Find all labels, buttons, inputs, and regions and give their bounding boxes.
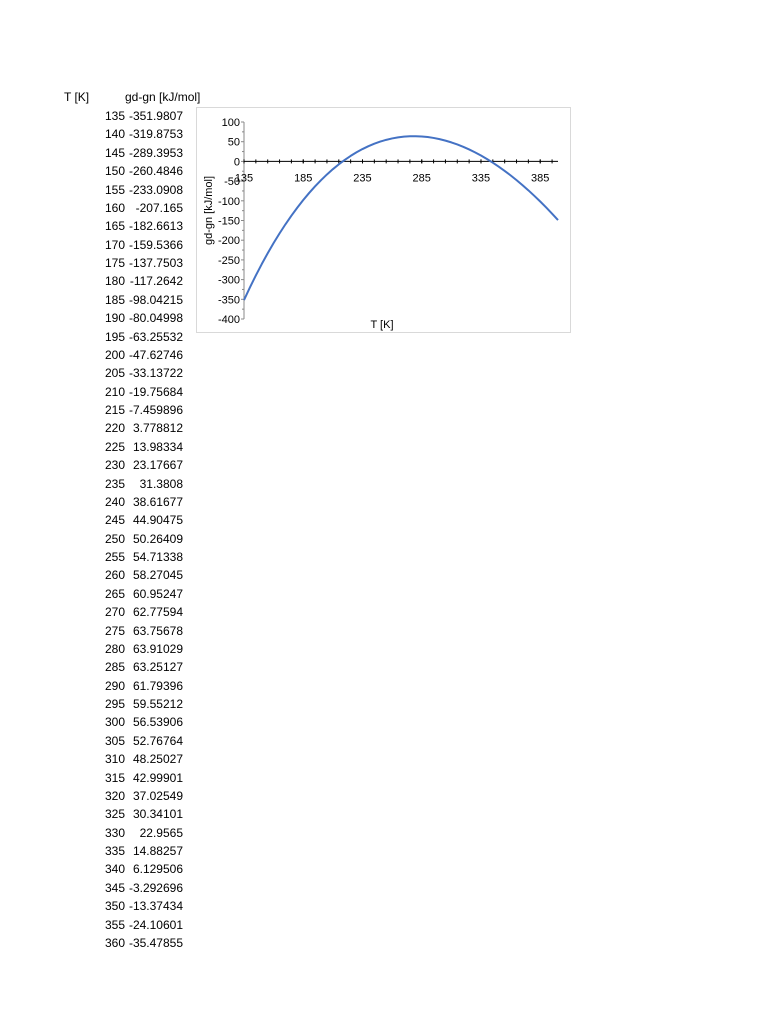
temperature-cell: 165: [104, 219, 125, 234]
temperature-cell: 360: [104, 935, 125, 950]
temperature-cell: 245: [104, 513, 125, 528]
table-row: [0, 603, 190, 621]
table-row: [0, 622, 190, 640]
temperature-cell: 320: [104, 788, 125, 803]
gibbs-difference-cell: 44.90475: [132, 513, 183, 528]
gibbs-difference-cell: 59.55212: [132, 697, 183, 711]
table-row: [0, 934, 190, 952]
gibbs-difference-cell: -159.5366: [128, 237, 183, 252]
x-tick-label: 385: [531, 172, 550, 185]
temperature-cell: 300: [104, 715, 125, 730]
temperature-cell: 140: [104, 127, 125, 142]
gibbs-difference-cell: 31.3808: [139, 476, 183, 491]
gibbs-difference-cell: -33.13722: [128, 366, 183, 381]
x-tick-label: 185: [294, 172, 313, 185]
gibbs-difference-cell: -63.25532: [128, 329, 183, 344]
table-row: [0, 456, 190, 474]
temperature-cell: 340: [104, 862, 125, 877]
temperature-cell: 160: [104, 200, 125, 215]
table-row: [0, 383, 190, 401]
table-row: [0, 181, 190, 199]
x-tick-label: 235: [353, 172, 372, 185]
table-row: [0, 566, 190, 584]
column-header-temperature: T [K]: [64, 90, 90, 104]
temperature-cell: 170: [104, 237, 125, 252]
gibbs-difference-cell: 56.53906: [132, 715, 183, 730]
x-axis-title: T [K]: [370, 319, 394, 331]
temperature-cell: 210: [104, 384, 125, 399]
temperature-cell: 355: [104, 917, 125, 932]
table-row: [0, 585, 190, 603]
y-tick-label: -300: [217, 274, 240, 287]
temperature-cell: 135: [104, 109, 125, 123]
gibbs-difference-cell: 3.778812: [132, 421, 183, 436]
gibbs-difference-cell: -7.459896: [128, 403, 183, 417]
table-row: [0, 640, 190, 658]
temperature-cell: 335: [104, 844, 125, 858]
table-row: [0, 401, 190, 419]
temperature-cell: 270: [104, 605, 125, 620]
x-tick-label: 135: [234, 172, 254, 185]
gibbs-difference-cell: 14.88257: [132, 844, 183, 858]
table-row: [0, 916, 190, 934]
table-row: [0, 107, 190, 125]
y-tick-label: 0: [233, 156, 240, 169]
table-row: [0, 144, 190, 162]
gibbs-difference-cell: -80.04998: [128, 311, 183, 326]
data-table: [0, 107, 190, 952]
table-row: [0, 530, 190, 548]
gibbs-difference-cell: 62.77594: [132, 605, 183, 620]
table-row: [0, 291, 190, 309]
gibbs-difference-cell: -3.292696: [128, 880, 183, 895]
table-row: [0, 328, 190, 346]
temperature-cell: 220: [104, 421, 125, 436]
table-row: [0, 254, 190, 272]
gibbs-difference-cell: 63.91029: [132, 641, 183, 656]
temperature-cell: 215: [104, 403, 125, 417]
y-tick-label: -200: [217, 235, 240, 248]
y-tick-label: 50: [227, 136, 240, 149]
y-axis-title: gd-gn [kJ/mol]: [203, 175, 215, 246]
table-row: [0, 438, 190, 456]
temperature-cell: 175: [104, 256, 125, 270]
gibbs-difference-cell: -351.9807: [128, 109, 183, 123]
temperature-cell: 275: [104, 623, 125, 638]
gibbs-difference-cell: -47.62746: [128, 347, 183, 362]
temperature-cell: 290: [104, 678, 125, 693]
temperature-cell: 325: [104, 807, 125, 822]
gibbs-difference-cell: 63.75678: [132, 623, 183, 638]
table-row: [0, 695, 190, 713]
x-tick-label: 285: [412, 172, 431, 185]
temperature-cell: 350: [104, 899, 125, 914]
temperature-cell: 250: [104, 531, 125, 546]
table-row: [0, 842, 190, 860]
table-row: [0, 879, 190, 897]
gibbs-difference-cell: 37.02549: [132, 788, 183, 803]
column-header-gibbs-difference: gd-gn [kJ/mol]: [125, 90, 201, 104]
temperature-cell: 260: [104, 568, 125, 583]
temperature-cell: 240: [104, 494, 125, 509]
y-tick-label: -250: [217, 254, 240, 267]
temperature-cell: 315: [104, 770, 125, 785]
table-row: [0, 658, 190, 676]
y-tick-label: 100: [221, 117, 240, 129]
gibbs-difference-cell: 54.71338: [132, 550, 183, 564]
chart-area[interactable]: [196, 107, 571, 333]
temperature-cell: 155: [104, 182, 125, 197]
table-row: [0, 548, 190, 566]
line-chart: [197, 108, 572, 334]
gibbs-difference-cell: 52.76764: [132, 733, 183, 748]
gibbs-difference-cell: 60.95247: [132, 586, 183, 601]
gibbs-difference-cell: 48.25027: [132, 752, 183, 767]
gibbs-difference-cell: 42.99901: [132, 770, 183, 785]
gibbs-difference-cell: 22.9565: [139, 825, 183, 840]
table-row: [0, 346, 190, 364]
temperature-cell: 190: [104, 311, 125, 326]
temperature-cell: 310: [104, 752, 125, 767]
gibbs-difference-cell: -182.6613: [128, 219, 183, 234]
temperature-cell: 235: [104, 476, 125, 491]
temperature-cell: 345: [104, 880, 125, 895]
gibbs-difference-cell: 6.129506: [132, 862, 183, 877]
table-row: [0, 824, 190, 842]
table-row: [0, 199, 190, 217]
table-row: [0, 732, 190, 750]
y-tick-label: -50: [224, 176, 240, 189]
table-row: [0, 125, 190, 143]
table-row: [0, 419, 190, 437]
gibbs-difference-cell: -13.37434: [128, 899, 183, 914]
table-row: [0, 475, 190, 493]
gibbs-difference-cell: -35.47855: [128, 935, 183, 950]
gibbs-difference-cell: -233.0908: [128, 182, 183, 197]
table-row: [0, 217, 190, 235]
table-row: [0, 677, 190, 695]
gibbs-difference-cell: 23.17667: [132, 458, 183, 473]
gibbs-difference-cell: -98.04215: [128, 292, 183, 307]
temperature-cell: 200: [104, 347, 125, 362]
temperature-cell: 230: [104, 458, 125, 473]
table-row: [0, 493, 190, 511]
temperature-cell: 185: [104, 292, 125, 307]
gibbs-difference-cell: 50.26409: [132, 531, 183, 546]
temperature-cell: 255: [104, 550, 125, 564]
table-row: [0, 805, 190, 823]
temperature-cell: 195: [104, 329, 125, 344]
temperature-cell: 265: [104, 586, 125, 601]
gibbs-difference-cell: 58.27045: [132, 568, 183, 583]
table-row: [0, 236, 190, 254]
table-row: [0, 713, 190, 731]
gibbs-difference-cell: -289.3953: [128, 145, 183, 160]
temperature-cell: 280: [104, 641, 125, 656]
gibbs-difference-cell: -137.7503: [128, 256, 183, 270]
gibbs-difference-cell: 63.25127: [132, 660, 183, 675]
temperature-cell: 225: [104, 439, 125, 454]
temperature-cell: 330: [104, 825, 125, 840]
table-row: [0, 750, 190, 768]
x-tick-label: 335: [471, 172, 491, 185]
temperature-cell: 150: [104, 164, 125, 179]
temperature-cell: 295: [104, 697, 125, 711]
gibbs-difference-cell: -117.2642: [129, 274, 183, 289]
table-row: [0, 162, 190, 180]
table-row: [0, 364, 190, 382]
table-row: [0, 272, 190, 290]
gibbs-difference-cell: -319.8753: [128, 127, 183, 142]
gibbs-difference-cell: 38.61677: [132, 494, 183, 509]
y-tick-label: -350: [217, 294, 240, 307]
gibbs-difference-cell: 30.34101: [132, 807, 183, 822]
y-tick-label: -100: [217, 195, 240, 208]
table-row: [0, 309, 190, 327]
temperature-cell: 180: [104, 274, 125, 289]
y-tick-label: -400: [217, 314, 240, 326]
table-row: [0, 511, 190, 529]
temperature-cell: 145: [104, 145, 125, 160]
table-row: [0, 769, 190, 787]
temperature-cell: 285: [104, 660, 125, 675]
gibbs-difference-cell: 61.79396: [132, 678, 183, 693]
y-tick-label: -150: [217, 215, 240, 228]
temperature-cell: 305: [104, 733, 125, 748]
gibbs-difference-cell: 13.98334: [132, 439, 183, 454]
table-row: [0, 787, 190, 805]
gibbs-difference-cell: -24.10601: [128, 917, 183, 932]
gibbs-difference-cell: -260.4846: [128, 164, 183, 179]
gibbs-difference-cell: -207.165: [135, 200, 183, 215]
table-row: [0, 860, 190, 878]
temperature-cell: 205: [104, 366, 125, 381]
gibbs-difference-cell: -19.75684: [128, 384, 183, 399]
table-row: [0, 897, 190, 915]
